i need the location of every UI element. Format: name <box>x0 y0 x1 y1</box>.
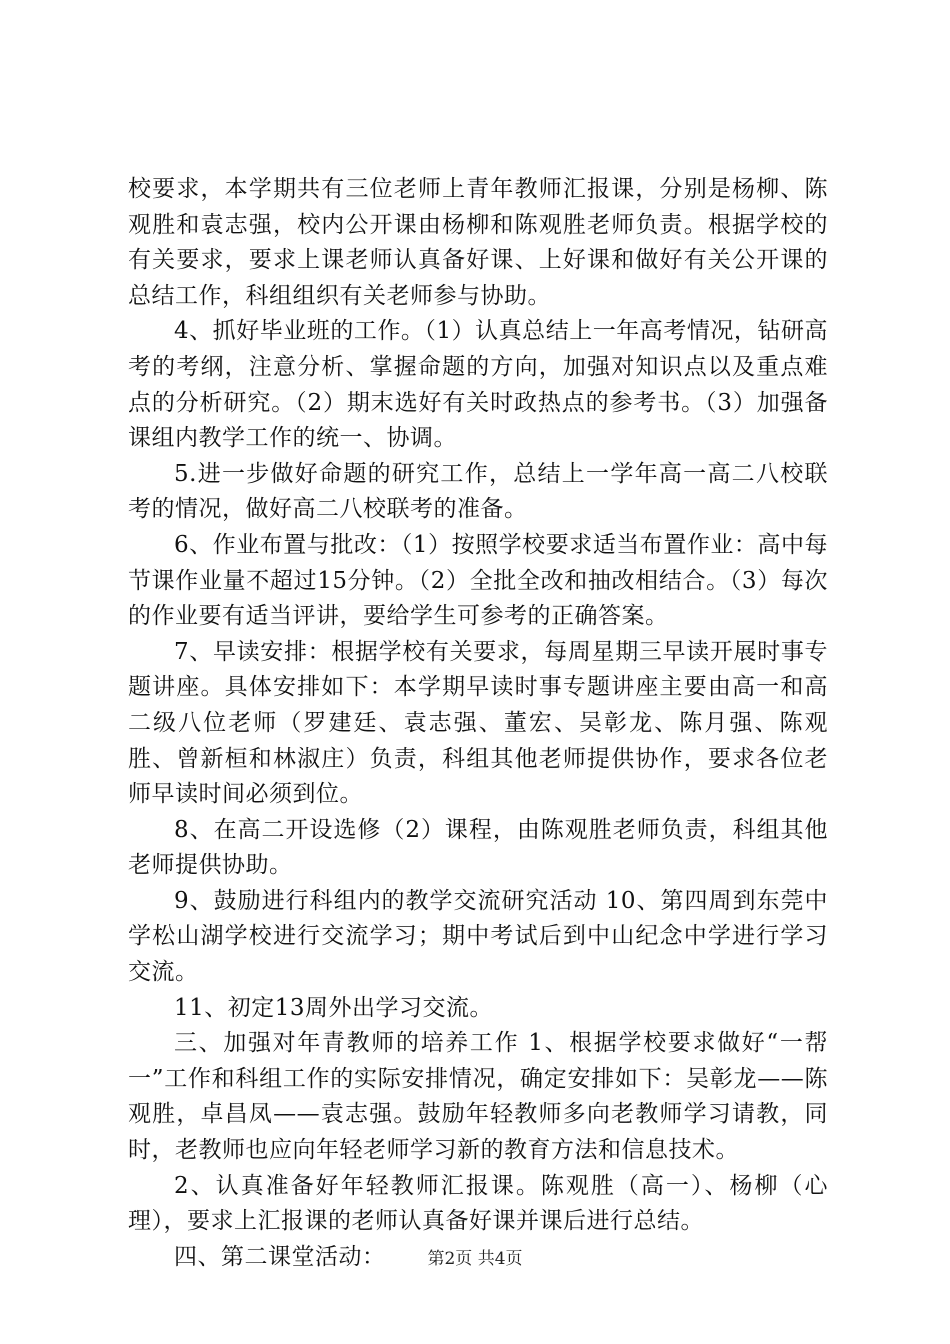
paragraph-item-7: 7、早读安排：根据学校有关要求，每周星期三早读开展时事专题讲座。具体安排如下：本学期早读时事专题讲座主要由高一和高二级八位老师（罗建廷、袁志强、董宏、吴彰龙、陈月强、陈观胜、曾新桓和林淑庄）负责，科组其他老师提供协作，要求各位老师早读时间必须到位。 <box>128 638 828 808</box>
paragraph-section-4-heading: 四、第二课堂活动： <box>174 1243 386 1270</box>
page-number-footer: 第2页 共4页 <box>427 1249 523 1269</box>
paragraph-item-5: 5.进一步做好命题的研究工作，总结上一学年高一高二八校联考的情况，做好高二八校联考的准备。 <box>128 460 828 523</box>
paragraph-item-6: 6、作业布置与批改：（1）按照学校要求适当布置作业：高中每节课作业量不超过15分钟。（2）全批全改和抽改相结合。（3）每次的作业要有适当评讲，要给学生可参考的正确答案。 <box>128 531 828 630</box>
paragraph-item-11: 11、初定13周外出学习交流。 <box>174 994 494 1021</box>
document-body <box>128 172 828 1275</box>
paragraph-section-3: 三、加强对年青教师的培养工作 1、根据学校要求做好“一帮一”工作和科组工作的实际安排情况，确定安排如下：吴彰龙——陈观胜，卓昌凤——袁志强。鼓励年轻教师多向老教师学习请教，同时，老教师也应向年轻老师学习新的教育方法和信息技术。 <box>128 1030 828 1164</box>
paragraph-item-9: 9、鼓励进行科组内的教学交流研究活动 10、第四周到东莞中学松山湖学校进行交流学习；期中考试后到中山纪念中学进行学习交流。 <box>128 887 828 986</box>
paragraph-continuation: 校要求，本学期共有三位老师上青年教师汇报课，分别是杨柳、陈观胜和袁志强，校内公开课由杨柳和陈观胜老师负责。根据学校的有关要求，要求上课老师认真备好课、上好课和做好有关公开课的总结工作，科组组织有关老师参与协助。 <box>128 176 828 309</box>
paragraph-section-3-item-2: 2、认真准备好年轻教师汇报课。陈观胜（高一）、杨柳（心理），要求上汇报课的老师认真备好课并课后进行总结。 <box>128 1172 828 1235</box>
paragraph-item-8: 8、在高二开设选修（2）课程，由陈观胜老师负责，科组其他老师提供协助。 <box>128 816 828 879</box>
paragraph-item-4: 4、抓好毕业班的工作。（1）认真总结上一年高考情况，钻研高考的考纲，注意分析、掌握命题的方向，加强对知识点以及重点难点的分析研究。（2）期末选好有关时政热点的参考书。（3）加强备课组内教学工作的统一、协调。 <box>128 318 828 452</box>
